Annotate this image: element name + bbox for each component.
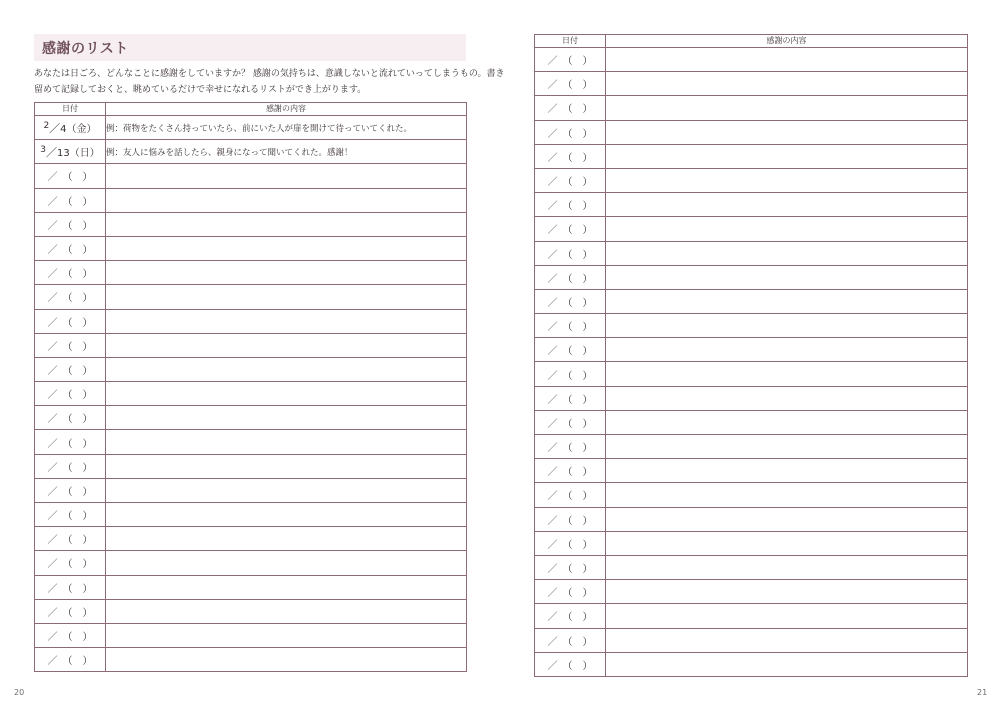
content-cell[interactable]	[606, 652, 968, 676]
example-content: 例：友人に悩みを話したら、親身になって聞いてくれた。感謝！	[106, 140, 467, 164]
content-cell[interactable]	[106, 382, 467, 406]
content-cell[interactable]	[606, 604, 968, 628]
date-cell[interactable]: ／ （ ）	[535, 507, 606, 531]
date-cell[interactable]: ／ （ ）	[535, 144, 606, 168]
table-row	[35, 478, 467, 502]
date-cell[interactable]: ／ （ ）	[35, 478, 106, 502]
table-row	[535, 241, 968, 265]
date-cell[interactable]: ／ （ ）	[535, 241, 606, 265]
table-row	[35, 212, 467, 236]
content-cell[interactable]	[106, 478, 467, 502]
table-row	[35, 382, 467, 406]
table-row	[35, 648, 467, 672]
table-row	[35, 527, 467, 551]
table-row	[35, 261, 467, 285]
table-row	[35, 309, 467, 333]
content-cell[interactable]	[606, 120, 968, 144]
date-cell[interactable]: ／ （ ）	[35, 599, 106, 623]
content-cell[interactable]	[606, 217, 968, 241]
page-number: 20	[14, 688, 25, 697]
content-cell[interactable]	[106, 406, 467, 430]
content-cell[interactable]	[606, 362, 968, 386]
date-cell[interactable]: ／ （ ）	[535, 289, 606, 313]
content-cell[interactable]	[106, 212, 467, 236]
date-cell[interactable]: ／ （ ）	[35, 454, 106, 478]
table-row	[535, 168, 968, 192]
date-cell[interactable]: ／ （ ）	[535, 362, 606, 386]
page-title: 感謝のリスト	[42, 41, 129, 57]
content-cell[interactable]	[606, 265, 968, 289]
table-row	[535, 459, 968, 483]
content-cell[interactable]	[606, 48, 968, 72]
content-cell[interactable]	[106, 236, 467, 260]
date-cell[interactable]: ／ （ ）	[535, 628, 606, 652]
table-row	[535, 628, 968, 652]
content-cell[interactable]	[606, 507, 968, 531]
table-row	[535, 555, 968, 579]
content-cell[interactable]	[606, 96, 968, 120]
date-cell[interactable]: ／ （ ）	[35, 575, 106, 599]
date-cell[interactable]: ／ （ ）	[35, 164, 106, 188]
date-cell[interactable]: ／ （ ）	[35, 236, 106, 260]
content-cell[interactable]	[106, 623, 467, 647]
date-cell[interactable]: ／ （ ）	[35, 188, 106, 212]
content-cell[interactable]	[606, 459, 968, 483]
table-row	[535, 48, 968, 72]
date-cell[interactable]: ／ （ ）	[535, 459, 606, 483]
content-cell[interactable]	[106, 164, 467, 188]
content-cell[interactable]	[106, 285, 467, 309]
date-cell[interactable]: ／ （ ）	[535, 265, 606, 289]
table-row	[535, 362, 968, 386]
table-row	[35, 575, 467, 599]
table-row	[535, 604, 968, 628]
table-row	[35, 357, 467, 381]
content-cell[interactable]	[606, 144, 968, 168]
content-cell[interactable]	[106, 527, 467, 551]
date-column-header: 日付	[535, 35, 606, 48]
table-row	[35, 333, 467, 357]
content-cell[interactable]	[606, 168, 968, 192]
date-cell[interactable]: ／ （ ）	[535, 314, 606, 338]
title-bar	[34, 34, 466, 61]
date-cell[interactable]: ／ （ ）	[35, 527, 106, 551]
date-cell[interactable]: ／ （ ）	[535, 652, 606, 676]
content-cell[interactable]	[606, 193, 968, 217]
content-column-header: 感謝の内容	[606, 35, 968, 48]
table-row	[535, 338, 968, 362]
table-row	[535, 435, 968, 459]
content-cell[interactable]	[606, 483, 968, 507]
table-row	[535, 314, 968, 338]
gratitude-table-left	[34, 102, 467, 672]
table-row	[535, 265, 968, 289]
table-row	[535, 652, 968, 676]
table-row	[535, 531, 968, 555]
content-cell[interactable]	[606, 410, 968, 434]
example-date: 3／13（日）	[35, 140, 106, 164]
content-cell[interactable]	[606, 314, 968, 338]
table-row	[35, 116, 467, 140]
date-cell[interactable]: ／ （ ）	[35, 551, 106, 575]
content-cell[interactable]	[106, 333, 467, 357]
date-cell[interactable]: ／ （ ）	[535, 96, 606, 120]
date-cell[interactable]: ／ （ ）	[35, 648, 106, 672]
date-cell[interactable]: ／ （ ）	[35, 357, 106, 381]
content-cell[interactable]	[106, 599, 467, 623]
gratitude-table-right	[534, 34, 968, 677]
date-cell[interactable]: ／ （ ）	[535, 555, 606, 579]
table-row	[35, 599, 467, 623]
table-row	[535, 120, 968, 144]
table-row	[535, 217, 968, 241]
table-row	[535, 410, 968, 434]
table-row	[35, 623, 467, 647]
table-row	[35, 430, 467, 454]
content-cell[interactable]	[106, 430, 467, 454]
content-cell[interactable]	[106, 575, 467, 599]
content-cell[interactable]	[106, 309, 467, 333]
content-cell[interactable]	[606, 555, 968, 579]
date-cell[interactable]: ／ （ ）	[535, 48, 606, 72]
table-row	[535, 72, 968, 96]
date-cell[interactable]: ／ （ ）	[35, 261, 106, 285]
date-cell[interactable]: ／ （ ）	[35, 333, 106, 357]
date-cell[interactable]: ／ （ ）	[535, 410, 606, 434]
table-row	[535, 507, 968, 531]
table-row	[535, 193, 968, 217]
date-cell[interactable]: ／ （ ）	[535, 604, 606, 628]
table-row	[35, 551, 467, 575]
example-date: 2／4（金）	[35, 116, 106, 140]
content-cell[interactable]	[106, 454, 467, 478]
table-row	[35, 406, 467, 430]
content-cell[interactable]	[106, 503, 467, 527]
date-cell[interactable]: ／ （ ）	[535, 168, 606, 192]
table-row	[35, 285, 467, 309]
intro-line: あなたは日ごろ、どんなことに感謝をしていますか？ 感謝の気持ちは、意識しないと流れていってしまうもの。書き	[34, 69, 505, 79]
content-cell[interactable]	[106, 551, 467, 575]
content-cell[interactable]	[606, 435, 968, 459]
table-row	[535, 580, 968, 604]
table-row	[35, 503, 467, 527]
date-cell[interactable]: ／ （ ）	[535, 386, 606, 410]
date-cell[interactable]: ／ （ ）	[535, 217, 606, 241]
content-cell[interactable]	[106, 188, 467, 212]
table-row	[35, 140, 467, 164]
date-cell[interactable]: ／ （ ）	[535, 483, 606, 507]
table-row	[535, 96, 968, 120]
content-cell[interactable]	[606, 580, 968, 604]
date-cell[interactable]: ／ （ ）	[535, 193, 606, 217]
date-cell[interactable]: ／ （ ）	[35, 382, 106, 406]
date-cell[interactable]: ／ （ ）	[535, 72, 606, 96]
date-cell[interactable]: ／ （ ）	[535, 120, 606, 144]
table-row	[35, 188, 467, 212]
date-cell[interactable]: ／ （ ）	[535, 338, 606, 362]
date-cell[interactable]: ／ （ ）	[35, 503, 106, 527]
intro-text	[34, 67, 505, 98]
content-cell[interactable]	[106, 357, 467, 381]
content-cell[interactable]	[106, 648, 467, 672]
date-cell[interactable]: ／ （ ）	[35, 406, 106, 430]
date-cell[interactable]: ／ （ ）	[35, 623, 106, 647]
content-column-header: 感謝の内容	[106, 103, 467, 116]
table-row	[35, 164, 467, 188]
content-cell[interactable]	[606, 628, 968, 652]
date-column-header: 日付	[35, 103, 106, 116]
table-row	[535, 483, 968, 507]
intro-line: 留めて記録しておくと、眺めているだけで幸せになれるリストができ上がります。	[34, 84, 367, 95]
content-cell[interactable]	[606, 338, 968, 362]
date-cell[interactable]: ／ （ ）	[35, 309, 106, 333]
page-number: 21	[977, 688, 988, 697]
date-cell[interactable]: ／ （ ）	[35, 212, 106, 236]
content-cell[interactable]	[606, 72, 968, 96]
table-row	[35, 454, 467, 478]
date-cell[interactable]: ／ （ ）	[535, 580, 606, 604]
example-content: 例：荷物をたくさん持っていたら、前にいた人が扉を開けて待っていてくれた。	[106, 116, 467, 140]
content-cell[interactable]	[606, 531, 968, 555]
content-cell[interactable]	[106, 261, 467, 285]
table-row	[535, 289, 968, 313]
content-cell[interactable]	[606, 386, 968, 410]
table-row	[535, 386, 968, 410]
content-cell[interactable]	[606, 289, 968, 313]
table-row	[35, 236, 467, 260]
date-cell[interactable]: ／ （ ）	[535, 435, 606, 459]
date-cell[interactable]: ／ （ ）	[535, 531, 606, 555]
table-row	[535, 144, 968, 168]
content-cell[interactable]	[606, 241, 968, 265]
date-cell[interactable]: ／ （ ）	[35, 430, 106, 454]
date-cell[interactable]: ／ （ ）	[35, 285, 106, 309]
